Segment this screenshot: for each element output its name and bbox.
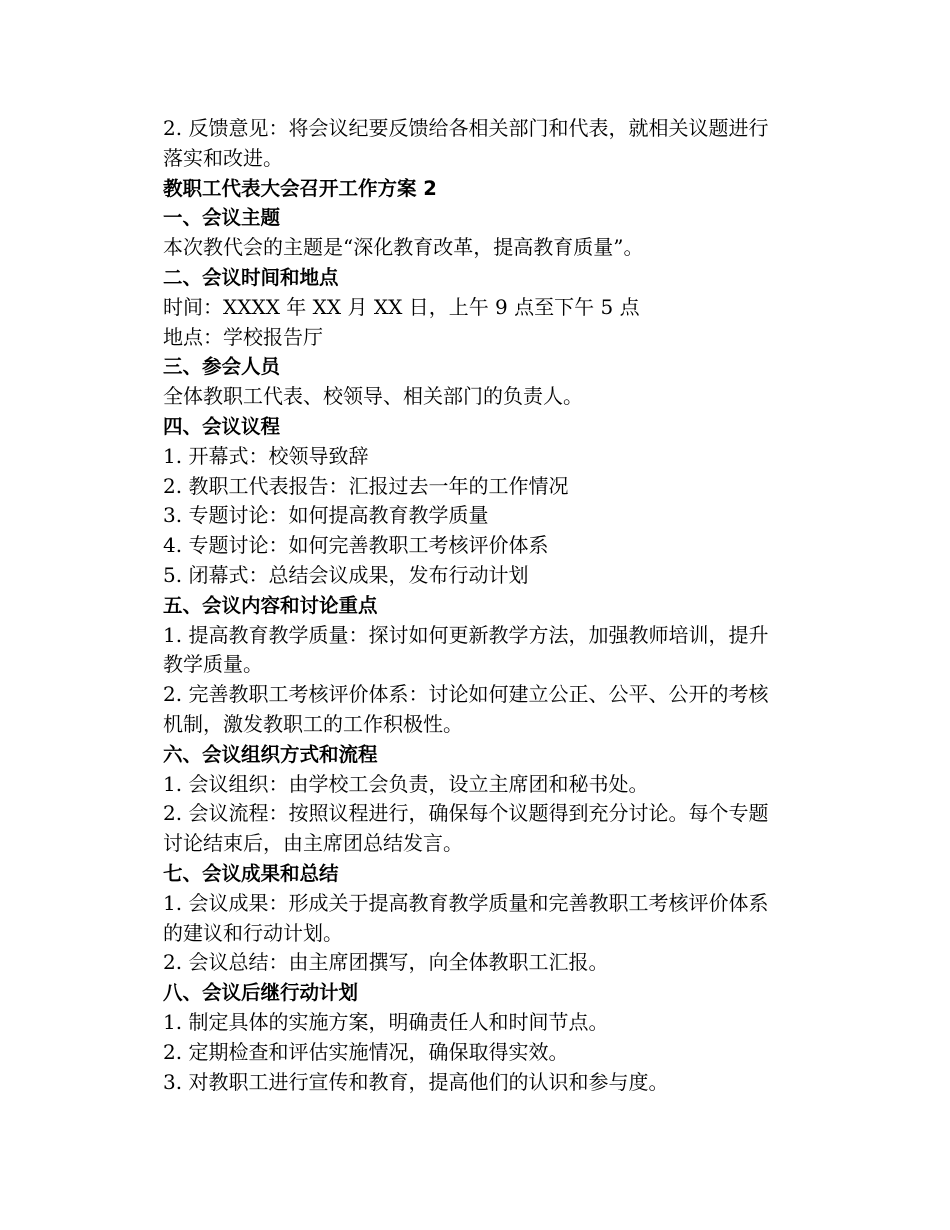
- list-item: 1. 会议组织：由学校工会负责，设立主席团和秘书处。: [163, 771, 649, 796]
- paragraph-theme: 本次教代会的主题是“深化教育改革，提高教育质量”。: [163, 235, 644, 260]
- section-heading-time-place: 二、会议时间和地点: [163, 265, 339, 289]
- list-item: 2. 完善教职工考核评价体系：讨论如何建立公正、公平、公开的考核机制，激发教职工的工作积极性。: [163, 682, 769, 736]
- section-heading-followup: 八、会议后继行动计划: [163, 981, 359, 1005]
- list-item: 1. 开幕式：校领导致辞: [163, 443, 369, 468]
- section-heading-theme: 一、会议主题: [163, 206, 281, 230]
- paragraph-attendees: 全体教职工代表、校领导、相关部门的负责人。: [163, 384, 583, 409]
- section-heading-organization: 六、会议组织方式和流程: [163, 742, 378, 766]
- list-item: 1. 会议成果：形成关于提高教育教学质量和完善教职工考核评价体系的建议和行动计划。: [163, 890, 769, 945]
- list-item: 4. 专题讨论：如何完善教职工考核评价体系: [163, 533, 549, 558]
- list-item: 1. 制定具体的实施方案，明确责任人和时间节点。: [163, 1009, 609, 1034]
- section-heading-results: 七、会议成果和总结: [163, 861, 339, 885]
- section-heading-content: 五、会议内容和讨论重点: [163, 593, 378, 617]
- list-item: 2. 定期检查和评估实施情况，确保取得实效。: [163, 1039, 569, 1064]
- document-page: [163, 114, 783, 1097]
- list-item: 2. 会议流程：按照议程进行，确保每个议题得到充分讨论。每个专题讨论结束后，由主席团总结发言。: [163, 801, 769, 856]
- list-item: 5. 闭幕式：总结会议成果，发布行动计划: [163, 562, 529, 587]
- paragraph-place: 地点：学校报告厅: [163, 324, 323, 349]
- section-heading-agenda: 四、会议议程: [163, 414, 281, 438]
- paragraph-time: 时间：XXXX 年 XX 月 XX 日，上午 9 点至下午 5 点: [163, 294, 640, 319]
- list-item: 2. 会议总结：由主席团撰写，向全体教职工汇报。: [163, 950, 609, 975]
- list-item: 2. 教职工代表报告：汇报过去一年的工作情况: [163, 473, 569, 498]
- section-heading-attendees: 三、参会人员: [163, 355, 281, 379]
- document-title: 教职工代表大会召开工作方案 2: [163, 176, 437, 200]
- paragraph-feedback: 2. 反馈意见：将会议纪要反馈给各相关部门和代表，就相关议题进行落实和改进。: [163, 116, 769, 170]
- list-item: 1. 提高教育教学质量：探讨如何更新教学方法，加强教师培训，提升教学质量。: [163, 622, 769, 677]
- list-item: 3. 专题讨论：如何提高教育教学质量: [163, 503, 489, 528]
- list-item: 3. 对教职工进行宣传和教育，提高他们的认识和参与度。: [163, 1069, 669, 1094]
